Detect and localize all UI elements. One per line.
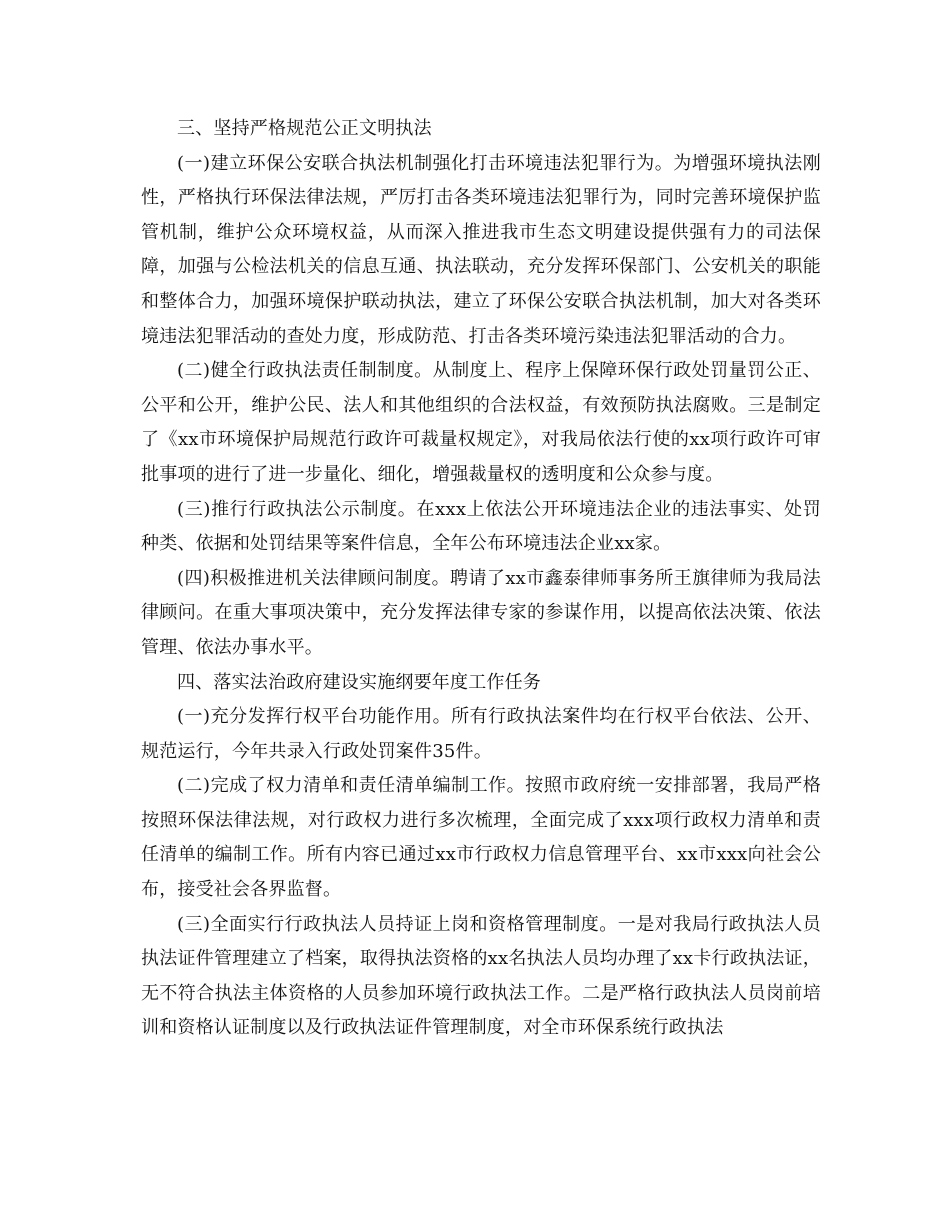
paragraph: (二)健全行政执法责任制制度。从制度上、程序上保障环保行政处罚量罚公正、公平和公开，维护公民、法人和其他组织的合法权益，有效预防执法腐败。三是制定了《xx市环境保护局规范行政许可裁量权规定》，对我局依法行使的xx项行政许可审批事项的进行了进一步量化、细化，增强裁量权的透明度和公众参与度。 (141, 360, 821, 485)
paragraph: (三)推行行政执法公示制度。在xxx上依法公开环境违法企业的违法事实、处罚种类、依据和处罚结果等案件信息，全年公布环境违法企业xx家。 (141, 498, 821, 555)
paragraph: (一)充分发挥行权平台功能作用。所有行政执法案件均在行权平台依法、公开、规范运行，今年共录入行政处罚案件35件。 (141, 706, 821, 762)
document-page (141, 112, 821, 1046)
paragraph: (四)积极推进机关法律顾问制度。聘请了xx市鑫泰律师事务所王旗律师为我局法律顾问。在重大事项决策中，充分发挥法律专家的参谋作用，以提高依法决策、依法管理、依法办事水平。 (141, 567, 821, 658)
section-heading: 三、坚持严格规范公正文明执法 (177, 118, 432, 139)
section-heading: 四、落实法治政府建设实施纲要年度工作任务 (177, 671, 541, 693)
paragraph: (一)建立环保公安联合执法机制强化打击环境违法犯罪行为。为增强环境执法刚性，严格执行环保法律法规，严厉打击各类环境违法犯罪行为，同时完善环境保护监管机制，维护公众环境权益，从而深入推进我市生态文明建设提供强有力的司法保障，加强与公检法机关的信息互通、执法联动，充分发挥环保部门、公安机关的职能和整体合力，加强环境保护联动执法，建立了环保公安联合执法机制，加大对各类环境违法犯罪活动的查处力度，形成防范、打击各类环境污染违法犯罪活动的合力。 (141, 152, 821, 347)
paragraph: (二)完成了权力清单和责任清单编制工作。按照市政府统一安排部署，我局严格按照环保法律法规，对行政权力进行多次梳理，全面完成了xxx项行政权力清单和责任清单的编制工作。所有内容已通过xx市行政权力信息管理平台、xx市xxx向社会公布，接受社会各界监督。 (141, 775, 821, 901)
paragraph: (三)全面实行行政执法人员持证上岗和资格管理制度。一是对我局行政执法人员执法证件管理建立了档案，取得执法资格的xx名执法人员均办理了xx卡行政执法证，无不符合执法主体资格的人员参加环境行政执法工作。二是严格行政执法人员岗前培训和资格认证制度以及行政执法证件管理制度，对全市环保系统行政执法 (141, 913, 821, 1039)
